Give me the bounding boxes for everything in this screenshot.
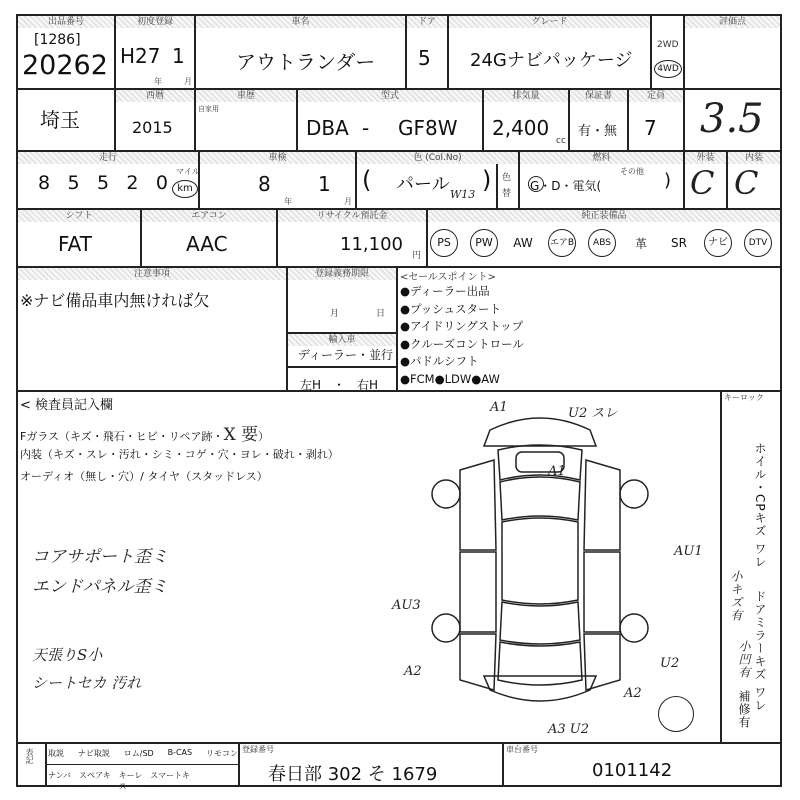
inspection-month: 1 [318, 172, 331, 196]
color-paren-close: ) [482, 166, 492, 194]
header-notes: 注意事項 [18, 268, 286, 280]
exterior-grade: C [690, 164, 715, 202]
import-handle: 左H ・ 右H [300, 378, 379, 392]
drive-4wd: 4WD [654, 60, 682, 78]
inspector-interior: 内装（キズ・スレ・汚れ・シミ・コゲ・穴・ヨレ・破れ・剥れ） [20, 448, 339, 461]
displacement: 2,400 [492, 116, 550, 140]
footer-chassis-label: 車台番号 [506, 745, 538, 754]
mileage-digit: 8 [38, 172, 51, 194]
equipment-navi: ナビ [704, 229, 732, 257]
header-inspection: 車検 [200, 152, 355, 164]
handwritten-note: シートセカ 汚れ [32, 674, 142, 692]
sales-point: ●パドルシフト [400, 354, 479, 369]
right-note: 小キズ有 [729, 570, 743, 622]
recycle-unit: 円 [412, 251, 422, 261]
aircon: AAC [186, 232, 228, 256]
model-prefix: DBA [306, 116, 349, 140]
score-value: 3.5 [700, 96, 764, 142]
notes-text: ※ナビ備品車内無ければ欠 [20, 291, 210, 310]
diagram-right-front-fender [584, 460, 620, 550]
sales-point: ●クルーズコントロール [400, 336, 524, 351]
diagram-wheel-fl [432, 480, 460, 508]
lot-number: 20262 [22, 50, 108, 81]
damage-mark: A1 [490, 400, 508, 415]
handwritten-note: 天張りS小 [32, 646, 103, 664]
accessory: キーレス [118, 771, 143, 791]
col-line [502, 742, 504, 786]
header-equipment: 純正装備品 [428, 210, 780, 222]
col-line [683, 88, 685, 150]
accessory: B-CAS [167, 748, 193, 757]
diagram-front-bumper [484, 418, 596, 446]
inspector-glass-text: Fガラス（キズ・飛石・ヒビ・リペア跡・ [20, 430, 224, 443]
spare-tire-icon [658, 696, 694, 732]
header-capacity: 定員 [629, 90, 683, 102]
mileage-digit: 2 [126, 172, 139, 194]
accessory: スペアキー [79, 771, 111, 791]
col-line [114, 14, 116, 150]
first-reg-nen: 年 [154, 77, 162, 86]
mileage-digits [38, 172, 168, 194]
diagram-right-rear-fender [584, 634, 620, 690]
equipment-sr: SR [671, 236, 687, 250]
diagram-left-rear-fender [460, 634, 496, 690]
capacity: 7 [644, 116, 657, 140]
header-import: 輸入車 [288, 334, 396, 346]
model-code: GF8W [398, 116, 458, 140]
color-kae: 替 [502, 189, 512, 199]
footer-accessories-top [48, 748, 238, 759]
diagram-windshield [500, 477, 580, 520]
header-exterior: 外装 [685, 152, 726, 164]
inspection-nen: 年 [284, 197, 292, 206]
inspector-glass-mark: X 要 [223, 425, 259, 445]
equipment-dtv: DTV [744, 229, 772, 257]
recycle-fee: 11,100 [340, 234, 403, 255]
header-score: 評価点 [685, 16, 780, 28]
inspector-title: < 検査員記入欄 [20, 398, 114, 413]
drive-2wd: 2WD [657, 40, 679, 50]
header-sales: <セールスポイント> [400, 272, 496, 283]
header-model-code: 型式 [298, 90, 482, 102]
header-model-year: 西暦 [116, 90, 194, 102]
interior-grade: C [734, 164, 759, 202]
mileage-digit: 5 [96, 172, 110, 194]
history-sub: 自家用 [198, 105, 219, 113]
footer-hyouki: 表記 [25, 748, 34, 764]
accessory: 取説 [48, 749, 64, 758]
mileage-unit: km [172, 180, 198, 198]
diagram-left-doors [460, 552, 496, 632]
inspector-audio: オーディオ（無し・穴）/ タイヤ（スタッドレス） [20, 470, 268, 483]
fuel-other: その他 [620, 167, 644, 176]
model-dash: - [362, 116, 370, 140]
deadline-month: 月 [330, 309, 340, 319]
diagram-wheel-rr [620, 614, 648, 642]
accessory: ナビ取説 [77, 749, 110, 758]
col-line [720, 390, 722, 742]
col-line [396, 266, 398, 390]
right-note: ドアミラーキズ ワレ [753, 590, 767, 712]
car-name: アウトランダー [236, 50, 376, 74]
transmission: FAT [58, 232, 93, 256]
mileage-digit: 0 [155, 172, 168, 194]
grade-name: 24Gナビパッケージ [470, 50, 633, 71]
door-count: 5 [418, 46, 431, 70]
diagram-left-front-fender [460, 460, 496, 550]
header-grade: グレード [449, 16, 650, 28]
diagram-wheel-rl [432, 614, 460, 642]
diagram-hood [498, 445, 582, 480]
damage-mark: U2 スレ [568, 406, 618, 421]
right-note: 補修有 [737, 690, 751, 729]
header-history: 車歴 [196, 90, 296, 102]
header-shift: シフト [18, 210, 140, 222]
frame-left [16, 14, 18, 786]
row-line-6 [16, 742, 782, 744]
equipment-list [430, 228, 772, 258]
equipment-airbag: エアB [548, 229, 576, 257]
plate-number: 春日部 302 そ 1679 [268, 764, 438, 785]
lot-bracket: [1286] [34, 32, 81, 48]
footer-accessories-bottom [48, 770, 198, 792]
first-reg-year: H27 [120, 44, 161, 68]
sales-points-list [400, 283, 524, 389]
fuel-close: ) [664, 170, 672, 191]
col-line [650, 14, 652, 88]
inspector-glass-close: ） [258, 430, 270, 443]
first-reg-tsuki: 月 [184, 77, 192, 86]
accessory: スマートキー [150, 771, 191, 791]
damage-mark: U2 [660, 656, 680, 671]
sales-point: ●プッシュスタート [400, 301, 501, 316]
frame-right [780, 14, 782, 786]
model-year: 2015 [132, 118, 173, 137]
color-paren-open: ( [362, 166, 372, 194]
header-mileage: 走行 [18, 152, 198, 164]
color-iro: 色 [502, 173, 512, 183]
col-line [238, 742, 240, 786]
deadline-day: 日 [376, 309, 386, 319]
equipment-leather: 革 [634, 236, 647, 251]
damage-mark: AU3 [392, 598, 421, 613]
header-displacement: 排気量 [484, 90, 568, 102]
sales-point: ●ディーラー出品 [400, 284, 490, 298]
damage-mark: AU1 [674, 544, 703, 559]
key-header: キーロック [724, 393, 764, 402]
diagram-rear-glass [500, 602, 580, 644]
header-color: 色 (Col.No) [357, 152, 518, 164]
inspection-year: 8 [258, 172, 271, 196]
equipment-ps: PS [430, 229, 458, 257]
damage-mark: A3 U2 [548, 722, 590, 737]
header-car-name: 車名 [196, 16, 405, 28]
diagram-right-doors [584, 552, 620, 632]
handwritten-note: エンドパネル歪ミ [32, 577, 168, 597]
displacement-unit: cc [556, 136, 566, 146]
header-fuel: 燃料 [520, 152, 683, 164]
fuel-options: G・D・電気( [530, 179, 602, 193]
import-dealer: ディーラー・並行 [298, 348, 394, 362]
header-interior: 内装 [728, 152, 780, 164]
equipment-aw: AW [513, 236, 533, 250]
inspector-glass [20, 420, 269, 445]
header-deadline: 登録義務期限 [288, 268, 396, 280]
header-lot: 出品番号 [18, 16, 114, 28]
row-line-sub [286, 366, 398, 368]
diagram-rear-bumper [484, 676, 596, 701]
damage-mark: A2 [404, 664, 422, 679]
header-first-reg: 初度登録 [116, 16, 194, 28]
inspection-tsuki: 月 [344, 197, 352, 206]
header-aircon: エアコン [142, 210, 276, 222]
diagram-roof [502, 518, 578, 604]
row-line-5 [16, 390, 782, 392]
sales-point: ●アイドリングストップ [400, 319, 524, 334]
right-note: ホイル・CPキズ ワレ [753, 442, 767, 569]
col-line [286, 266, 288, 390]
color-name: パール [396, 174, 450, 195]
accessory: ナンバー [48, 771, 72, 791]
first-reg-month: 1 [172, 44, 185, 68]
equipment-pw: PW [470, 229, 498, 257]
equipment-abs: ABS [588, 229, 616, 257]
accessory: ロム/SD [123, 749, 154, 758]
footer-plate-label: 登録番号 [242, 745, 274, 754]
diagram-trunk [498, 642, 582, 685]
row-line-sub [45, 764, 238, 765]
warranty: 有・無 [578, 124, 618, 139]
diagram-wheel-fr [620, 480, 648, 508]
header-door: ドア [407, 16, 447, 28]
chassis-number: 0101142 [592, 760, 673, 781]
right-note: 小凹有 [737, 640, 751, 679]
damage-mark: A2 [624, 686, 642, 701]
handwritten-note: コアサポート歪ミ [32, 547, 168, 567]
damage-mark: A1 [548, 464, 566, 479]
sales-point: ●FCM●LDW●AW [400, 371, 500, 386]
region: 埼玉 [40, 108, 80, 132]
accessory: リモコン [205, 749, 238, 758]
header-recycle: リサイクル預託金 [278, 210, 426, 222]
mileage-digit: 5 [67, 172, 80, 194]
color-code: W13 [450, 188, 476, 201]
mileage-unit-top: マイル [176, 167, 200, 176]
header-warranty: 保証書 [570, 90, 627, 102]
